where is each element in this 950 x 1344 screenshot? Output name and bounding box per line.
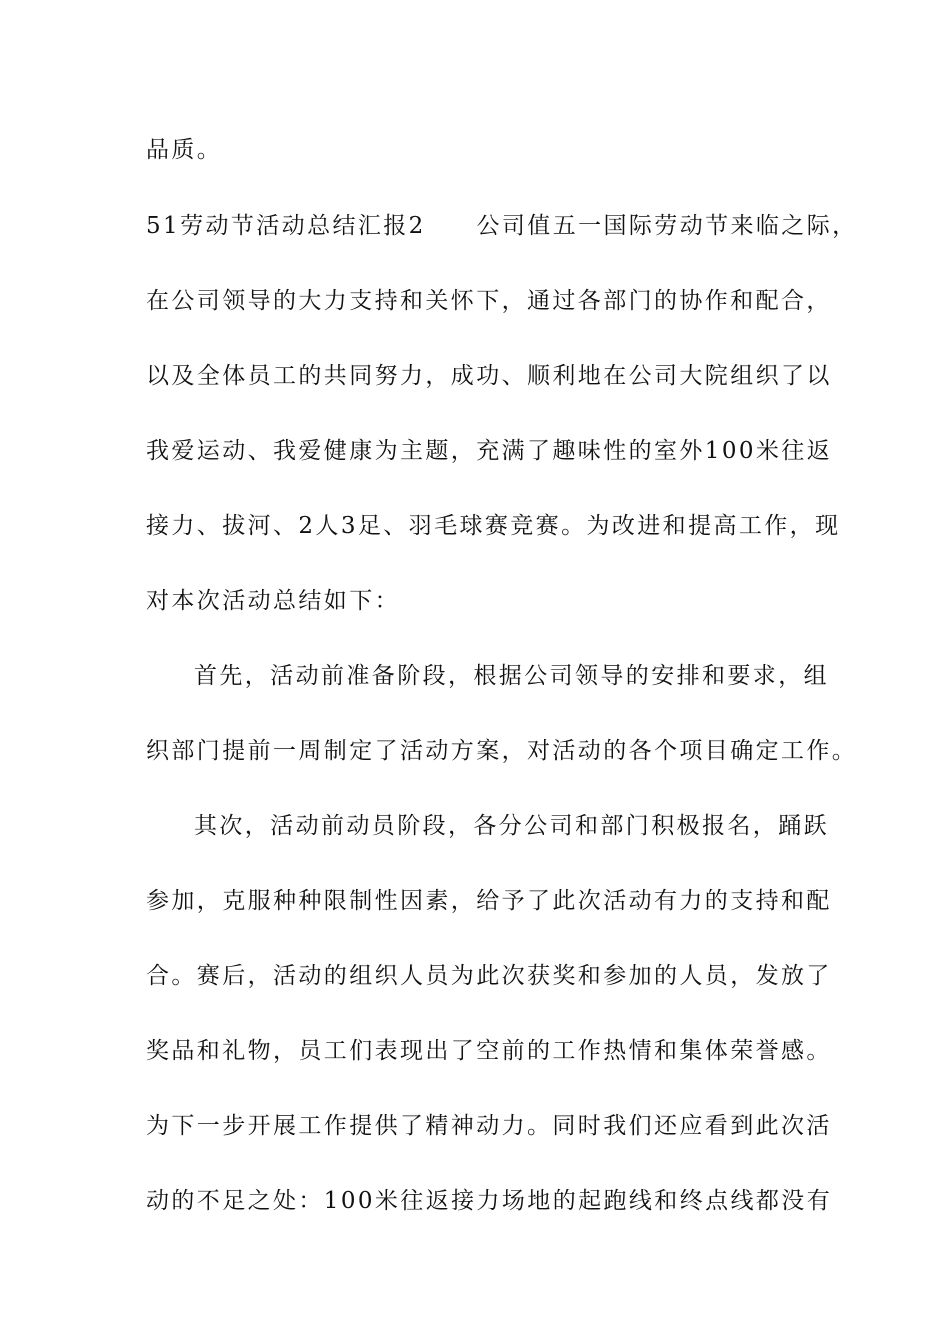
text-line: 对本次活动总结如下： (146, 588, 400, 614)
text-line: 奖品和礼物，员工们表现出了空前的工作热情和集体荣誉感。 (146, 1038, 832, 1064)
paragraph-first-line: 首先，活动前准备阶段，根据公司领导的安排和要求，组 (194, 663, 829, 689)
paragraph-first-line: 其次，活动前动员阶段，各分公司和部门积极报名，踊跃 (194, 813, 829, 839)
text-line: 参加，克服种种限制性因素，给予了此次活动有力的支持和配 (146, 888, 832, 914)
text-line: 我爱运动、我爱健康为主题，充满了趣味性的室外100米往返 (146, 438, 833, 464)
text-line: 51劳动节活动总结汇报2 公司值五一国际劳动节来临之际， (146, 213, 858, 239)
text-line: 接力、拔河、2人3足、羽毛球赛竞赛。为改进和提高工作，现 (146, 513, 841, 539)
text-line: 动的不足之处：100米往返接力场地的起跑线和终点线都没有 (146, 1188, 833, 1214)
text-line: 品质。 (146, 137, 223, 163)
text-line: 在公司领导的大力支持和关怀下，通过各部门的协作和配合， (146, 288, 832, 314)
text-line: 合。赛后，活动的组织人员为此次获奖和参加的人员，发放了 (146, 963, 832, 989)
text-line: 织部门提前一周制定了活动方案，对活动的各个项目确定工作。 (146, 738, 858, 764)
text-line: 以及全体员工的共同努力，成功、顺利地在公司大院组织了以 (146, 363, 832, 389)
text-line: 为下一步开展工作提供了精神动力。同时我们还应看到此次活 (146, 1113, 832, 1139)
